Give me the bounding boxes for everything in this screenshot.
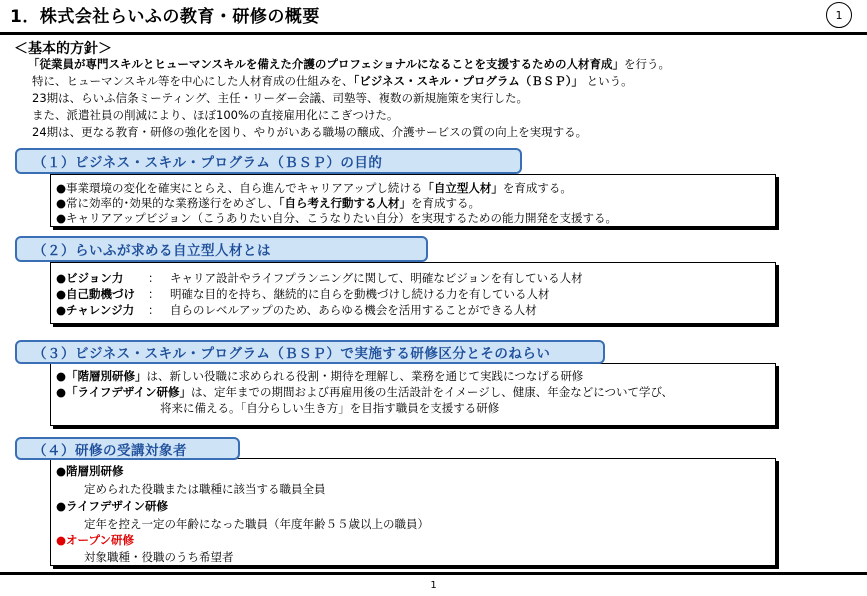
basic-policy-heading: ＜基本的方針＞ (14, 41, 112, 57)
section3-header: （３）ビジネス・スキル・プログラム（ＢＳＰ）で実施する研修区分とそのねらい (15, 340, 605, 364)
basic-policy-text: という。 (586, 74, 633, 88)
item-emphasis: 「自ら考え行動する人材」 (278, 196, 412, 210)
item-separator: ： (148, 271, 160, 285)
footer-page-number: 1 (430, 580, 437, 591)
section2-item (56, 286, 135, 302)
section3-item (56, 384, 673, 400)
title-rule (0, 32, 867, 35)
basic-policy-emphasis: 「従業員が専門スキルとヒューマンスキルを備えた介護のプロフェショナルになることを支援するための人材育成」 (28, 57, 625, 71)
item-text: を育成する。 (502, 181, 572, 195)
footer-rule (0, 572, 867, 575)
basic-policy-text: を行う。 (624, 57, 671, 71)
item-term: ●チャレンジ力 (56, 303, 135, 317)
section3-item-continued: 将来に備える。「自分らしい生き方」を目指す職員を支援する研修 (160, 401, 500, 415)
item-description: は、定年までの期間および再雇用後の生活設計をイメージし、健康、年金などについて学び、 (191, 385, 674, 399)
basic-policy-line: 24期は、更なる教育・研修の強化を図り、やりがいある職場の醸成、介護サービスの質の向上を実現する。 (32, 125, 588, 139)
item-text: ●キャリアアップビジョン（こうありたい自分、こうなりたい自分）を実現するための能力開発を支援する。 (56, 211, 617, 225)
basic-policy-line (28, 56, 670, 72)
item-term: ●ライフデザイン研修 (56, 499, 169, 513)
item-term: ●ビジョン力 (56, 271, 124, 285)
item-text: ●事業環境の変化を確実にとらえ、自ら進んでキャリアアップし続ける (56, 181, 423, 195)
bsp-name: 「ビジネス・スキル・プログラム（ＢＳＰ）」 (353, 74, 583, 88)
item-emphasis: 「自立型人材」 (422, 181, 503, 195)
page-number-badge: 1 (826, 2, 852, 28)
section1-item (56, 210, 617, 226)
section4-item-description: 定年を控え一定の年齢になった職員（年度年齢５５歳以上の職員） (84, 517, 429, 531)
section2-header: （２）らいふが求める自立型人材とは (15, 236, 428, 262)
basic-policy-line: 23期は、らいふ信条ミーティング、主任・リーダー会議、司塾等、複数の新規施策を実行した。 (32, 91, 529, 105)
item-description: 自らのレベルアップのため、あらゆる機会を活用することができる人材 (170, 303, 537, 317)
item-term: ●階層別研修 (56, 464, 124, 478)
section3-item (56, 368, 583, 384)
item-description: キャリア設計やライフプランニングに関して、明確なビジョンを有している人材 (170, 271, 583, 285)
item-description: 明確な目的を持ち、継続的に自らを動機づけし続ける力を有している人材 (170, 287, 550, 301)
item-separator: ： (148, 303, 160, 317)
item-text: を育成する。 (411, 196, 481, 210)
item-term: ●自己動機づけ (56, 287, 136, 301)
basic-policy-line: また、派遣社員の削減により、ほぼ100%の直接雇用化にこぎつけた。 (32, 108, 399, 122)
section4-item-term-highlight: ●オープン研修 (56, 533, 134, 547)
item-text: ●常に効率的･効果的な業務遂行をめざし、 (56, 196, 279, 210)
item-description: は、新しい役職に求められる役割・期待を理解し、業務を通じて実践につなげる研修 (146, 369, 584, 383)
section2-item (56, 302, 134, 318)
section2-item (56, 270, 123, 286)
item-term: ●「ライフデザイン研修」 (56, 385, 192, 399)
basic-policy-line (32, 73, 633, 89)
page-title: 1．株式会社らいふの教育・研修の概要 (10, 7, 320, 27)
item-separator: ： (148, 287, 160, 301)
section1-header: （１）ビジネス・スキル・プログラム（ＢＳＰ）の目的 (15, 148, 522, 174)
section4-item-description: 定められた役職または職種に該当する職員全員 (84, 482, 326, 496)
section4-item-term (56, 463, 124, 479)
section4-item-term (56, 498, 168, 514)
section1-item (56, 195, 480, 211)
section1-item (56, 180, 572, 196)
item-term: ●「階層別研修」 (56, 369, 147, 383)
section4-header: （４）研修の受講対象者 (15, 437, 240, 460)
section4-item-description: 対象職種・役職のうち希望者 (84, 550, 234, 564)
basic-policy-text: 特に、ヒューマンスキル等を中心にした人材育成の仕組みを、 (32, 74, 354, 88)
